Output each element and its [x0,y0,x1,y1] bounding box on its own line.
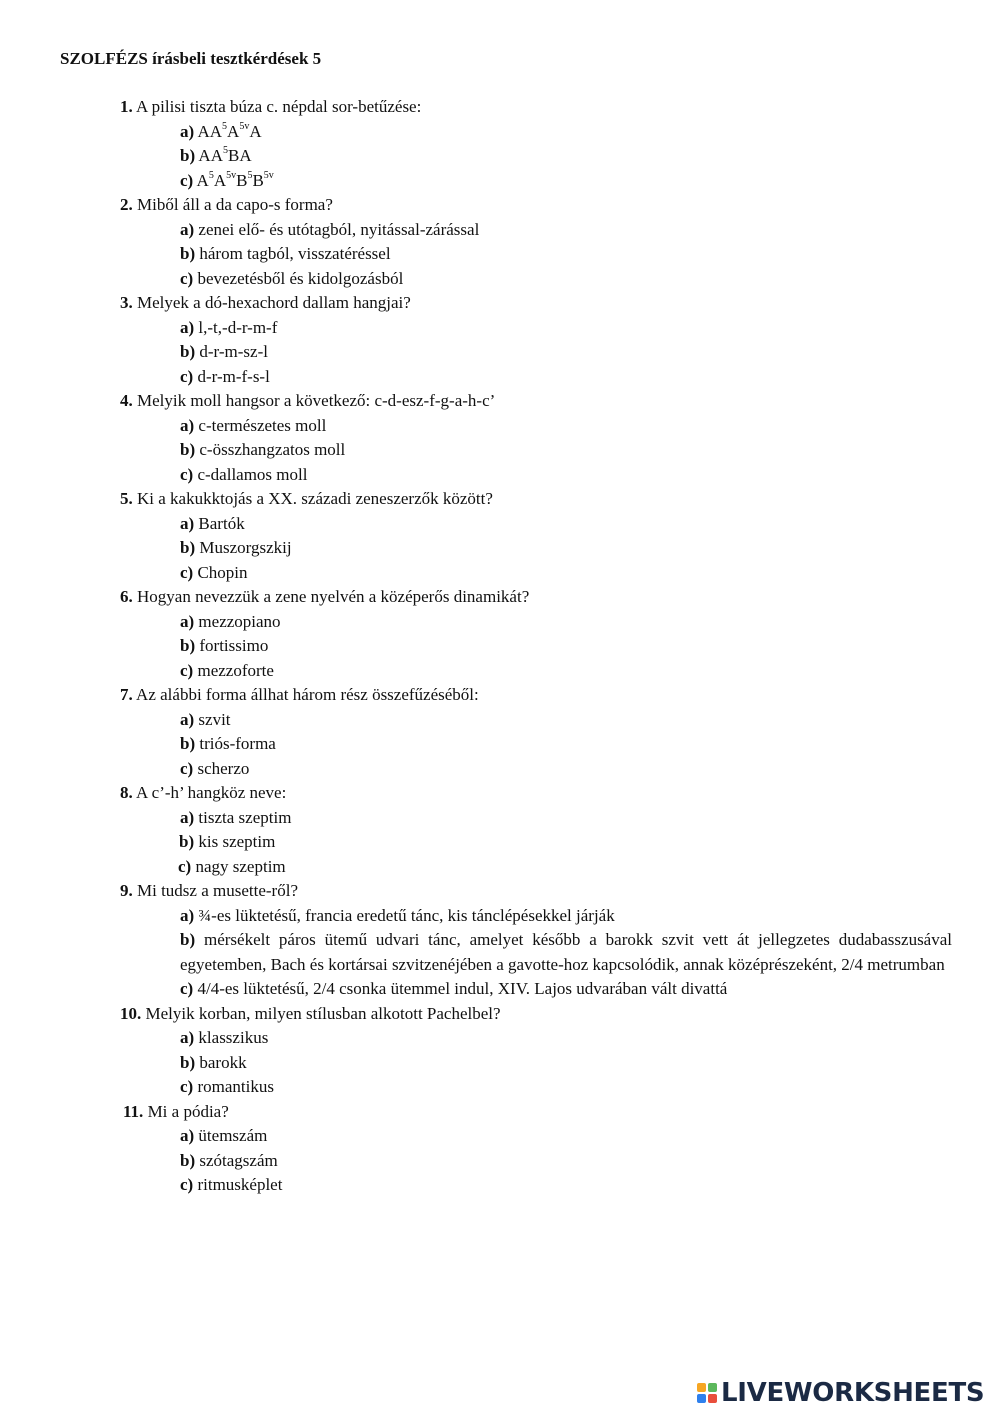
liveworksheets-logo-icon [697,1383,717,1403]
question-9 [120,879,952,904]
option-text: Muszorgszkij [195,538,292,557]
logo-square-3 [697,1394,706,1403]
option-text: c-dallamos moll [193,464,308,484]
form-superscript: 5 [208,169,214,181]
question-text: Melyik korban, milyen stílusban alkotott Pachelbel? [141,1003,501,1023]
logo-square-2 [708,1383,717,1392]
option-label: b) [180,342,196,361]
question-text: Az alábbi forma állhat három rész összefűzéséből: [132,685,479,704]
option-text: szvit [194,709,231,729]
answer-option-c[interactable] [120,169,952,194]
option-text: bevezetésből és kidolgozásból [193,268,404,288]
option-label: b) [180,734,196,753]
option-label: b) [180,1052,196,1072]
answer-option-b[interactable] [120,1149,952,1174]
option-text: c-természetes moll [194,415,327,435]
option-text: c-összhangzatos moll [195,440,346,459]
answer-option-c[interactable] [120,267,952,292]
question-11 [123,1100,952,1125]
question-number: 9. [120,881,133,900]
form-letters: AA [195,146,223,165]
question-2 [120,193,952,218]
form-letters: A [249,121,262,141]
question-text: Melyek a dó-hexachord dallam hangjai? [132,293,411,312]
answer-option-a[interactable] [120,1124,952,1149]
option-text: 4/4-es lüktetésű, 2/4 csonka ütemmel indul, XIV. Lajos udvarában vált divattá [193,979,728,998]
form-letters: B [236,170,248,190]
page-title: SZOLFÉZS írásbeli tesztkérdések 5 [60,49,322,68]
form-letters: AA [194,121,223,141]
answer-option-c[interactable] [120,855,952,880]
option-label: c) [180,170,194,190]
answer-option-b[interactable] [120,830,952,855]
option-label: b) [180,538,196,557]
answer-option-c[interactable] [120,659,952,684]
option-text: romantikus [193,1077,274,1096]
option-text: mérsékelt páros ütemű udvari tánc, amelyet később a barokk szvit vett át jellegzetes dudabasszusával egyetemben, Bach és kortársai szvitzenéjében a gavotte-hoz kapcsolódik, annak középrészeként, 2/4 metrumban [180,930,952,974]
question-text: Melyik moll hangsor a következő: c-d-esz-f-g-a-h-c’ [132,391,496,410]
answer-option-b[interactable] [120,928,952,977]
option-label: b) [180,636,196,655]
option-label: a) [180,611,195,631]
answer-option-c[interactable] [120,365,952,390]
answer-option-a[interactable] [120,120,952,145]
option-text: kis szeptim [194,832,276,851]
option-label: c) [180,758,194,778]
option-label: a) [180,905,195,925]
logo-text: LIVEWORKSHEETS [721,1378,985,1408]
question-number: 2. [120,195,133,214]
answer-option-a[interactable] [120,414,952,439]
question-number: 4. [120,391,133,410]
option-label: b) [180,930,196,949]
answer-option-b[interactable] [120,1051,952,1076]
option-label: a) [180,415,195,435]
option-text: mezzoforte [193,660,274,680]
option-label: a) [180,807,195,827]
answer-option-c[interactable] [120,1075,952,1100]
option-label: c) [180,660,194,680]
option-label: c) [180,979,194,998]
option-text: ¾-es lüktetésű, francia eredetű tánc, kis tánclépésekkel járják [194,905,615,925]
option-label: b) [180,146,196,165]
logo-square-1 [697,1383,706,1392]
question-number: 7. [120,685,133,704]
option-text: triós-forma [195,734,276,753]
option-text: zenei elő- és utótagból, nyitással-zárással [194,219,480,239]
question-6 [120,585,952,610]
option-label: a) [180,1028,195,1047]
answer-option-b[interactable] [120,536,952,561]
answer-option-b[interactable] [120,242,952,267]
option-label: a) [180,219,195,239]
option-label: c) [180,562,194,582]
answer-option-c[interactable] [120,463,952,488]
answer-option-a[interactable] [120,806,952,831]
answer-option-b[interactable] [120,732,952,757]
form-superscript: 5v [263,169,274,181]
option-label: b) [180,440,196,459]
option-label: a) [180,513,195,533]
option-text: fortissimo [195,636,269,655]
question-8 [120,781,952,806]
option-text: ütemszám [194,1126,268,1145]
answer-option-b[interactable] [120,340,952,365]
option-text: Chopin [193,562,248,582]
question-4 [120,389,952,414]
question-text: A pilisi tiszta búza c. népdal sor-betűzése: [132,97,422,116]
question-5 [120,487,952,512]
form-superscript: 5 [247,169,253,181]
form-letters: B [252,170,264,190]
form-superscript: 5 [223,145,228,157]
option-text: mezzopiano [194,611,281,631]
answer-option-a[interactable] [120,316,952,341]
answer-option-a[interactable] [120,904,952,929]
answer-option-a[interactable] [120,610,952,635]
option-label: a) [180,709,195,729]
form-letters: A [193,170,209,190]
question-number: 10. [120,1003,142,1023]
answer-option-c[interactable] [120,757,952,782]
option-label: c) [180,1077,194,1096]
option-text: Bartók [194,513,245,533]
form-superscript: 5 [222,120,228,132]
option-label: c) [180,1175,194,1194]
option-label: c) [180,464,194,484]
question-number: 1. [120,97,133,116]
option-label: a) [180,1126,195,1145]
form-letters: BA [228,146,252,165]
answer-option-a[interactable] [120,1026,952,1051]
question-list [120,95,952,1198]
answer-option-c[interactable] [120,561,952,586]
answer-option-c[interactable] [120,977,952,1002]
option-text: tiszta szeptim [194,807,292,827]
option-label: b) [179,832,195,851]
option-text: klasszikus [194,1028,269,1047]
question-3 [120,291,952,316]
question-number: 3. [120,293,133,312]
form-letters: A [227,121,240,141]
question-text: A c’-h’ hangköz neve: [132,783,287,802]
option-text: szótagszám [195,1150,278,1170]
question-text: Miből áll a da capo-s forma? [132,195,333,214]
liveworksheets-logo[interactable] [697,1378,984,1408]
question-number: 6. [120,587,133,606]
answer-option-a[interactable] [120,512,952,537]
option-text: ritmusképlet [193,1175,283,1194]
form-superscript: 5v [239,120,250,132]
answer-option-c[interactable] [120,1173,952,1198]
question-text: Hogyan nevezzük a zene nyelvén a középerős dinamikát? [132,587,530,606]
answer-option-b[interactable] [120,438,952,463]
option-label: c) [180,268,194,288]
option-label: a) [180,317,195,337]
option-label: b) [180,1150,196,1170]
question-number: 8. [120,783,133,802]
answer-option-a[interactable] [120,708,952,733]
option-text: l,-t,-d-r-m-f [194,317,278,337]
question-text: Mi tudsz a musette-ről? [132,881,298,900]
question-1 [120,95,952,120]
question-text: Mi a pódia? [143,1101,229,1121]
question-number: 5. [120,489,133,508]
option-label: c) [180,366,194,386]
form-superscript: 5v [226,169,237,181]
answer-option-b[interactable] [120,634,952,659]
question-7 [120,683,952,708]
option-text: d-r-m-sz-l [195,342,268,361]
option-text: barokk [195,1052,247,1072]
option-text: scherzo [193,758,250,778]
option-label: b) [180,244,196,263]
question-10 [120,1002,952,1027]
option-text: három tagból, visszatéréssel [195,244,391,263]
answer-option-b[interactable] [120,144,952,169]
question-text: Ki a kakukktojás a XX. századi zeneszerzők között? [132,489,493,508]
option-label: c) [178,856,192,876]
option-text: nagy szeptim [191,856,286,876]
answer-option-a[interactable] [120,218,952,243]
option-label: a) [180,121,195,141]
option-text: d-r-m-f-s-l [193,366,270,386]
logo-square-4 [708,1394,717,1403]
form-letters: A [213,170,227,190]
question-number: 11. [123,1101,144,1121]
